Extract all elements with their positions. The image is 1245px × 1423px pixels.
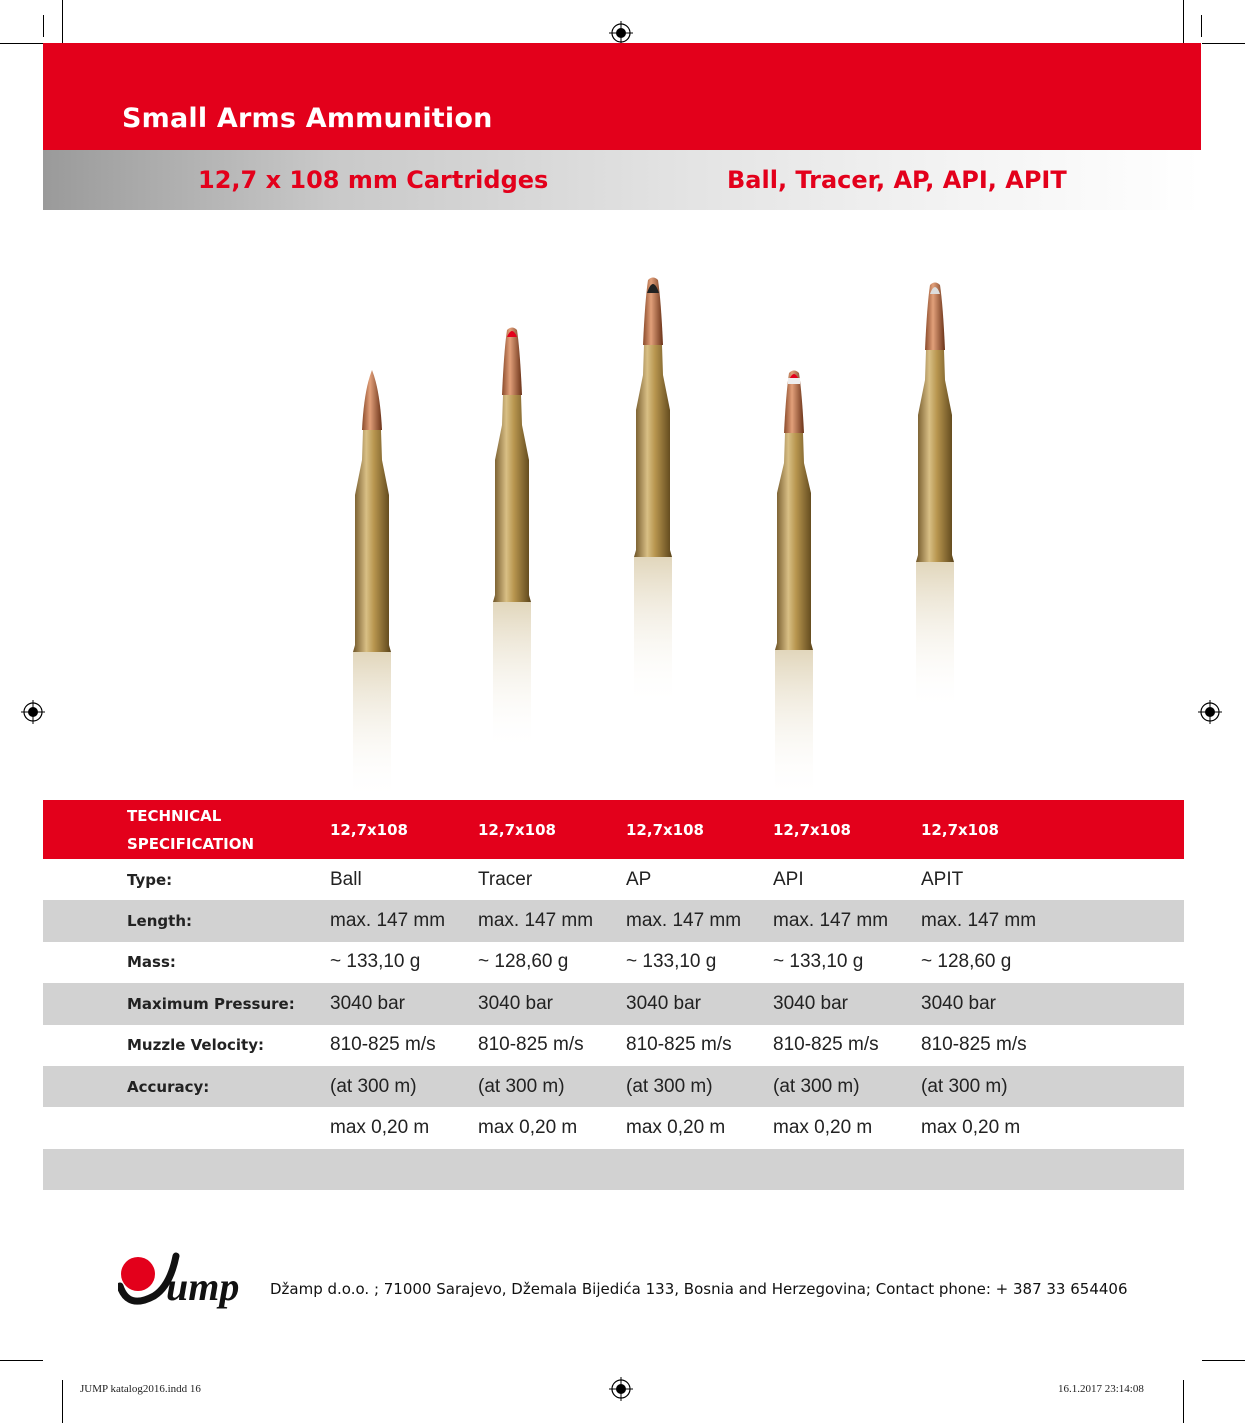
- jump-logo-icon: [118, 1248, 258, 1318]
- table-row-accuracy: [43, 1066, 1184, 1107]
- row-label: Muzzle Velocity:: [127, 1036, 264, 1055]
- row-label: Length:: [127, 912, 192, 931]
- table-cell: 810-825 m/s: [478, 1034, 584, 1056]
- crop-mark: [62, 0, 63, 43]
- cartridge-api: [775, 371, 813, 801]
- table-cell: AP: [626, 868, 652, 890]
- crop-mark: [62, 1380, 63, 1423]
- cartridge-ball: [353, 370, 391, 800]
- cartridge-ap: [634, 278, 672, 708]
- table-cell: max. 147 mm: [626, 910, 742, 932]
- row-label: Type:: [127, 870, 173, 889]
- spec-table: [43, 800, 1184, 1190]
- cartridges-photo: [300, 260, 980, 800]
- table-cell: max 0,20 m: [626, 1117, 726, 1139]
- table-cell: max 0,20 m: [921, 1117, 1021, 1139]
- table-cell: max. 147 mm: [478, 910, 594, 932]
- column-header: 12,7x108: [626, 820, 704, 839]
- table-row-type: [43, 859, 1184, 900]
- table-cell: 810-825 m/s: [626, 1034, 732, 1056]
- table-cell: max 0,20 m: [773, 1117, 873, 1139]
- cartridge-apit: [916, 283, 954, 713]
- registration-mark-icon: [1198, 700, 1222, 724]
- table-row-accuracy-value: [43, 1107, 1184, 1148]
- table-row-empty: [43, 1149, 1184, 1190]
- crop-mark: [1202, 43, 1245, 44]
- table-cell: (at 300 m): [478, 1075, 565, 1097]
- table-header-label: TECHNICAL SPECIFICATION: [127, 806, 255, 853]
- table-row-pressure: [43, 983, 1184, 1024]
- variant-list: Ball, Tracer, AP, API, APIT: [727, 166, 1067, 194]
- cartridge-tracer: [493, 328, 531, 753]
- table-cell: 3040 bar: [773, 992, 849, 1014]
- table-cell: API: [773, 868, 804, 890]
- crop-mark: [0, 1360, 43, 1361]
- table-cell: 810-825 m/s: [773, 1034, 879, 1056]
- table-cell: max. 147 mm: [773, 910, 889, 932]
- table-cell: APIT: [921, 868, 964, 890]
- table-cell: 3040 bar: [330, 992, 406, 1014]
- column-header: 12,7x108: [330, 820, 408, 839]
- column-header: 12,7x108: [921, 820, 999, 839]
- table-cell: 810-825 m/s: [330, 1034, 436, 1056]
- table-cell: (at 300 m): [921, 1075, 1008, 1097]
- crop-mark: [1201, 15, 1202, 37]
- date-slug: 16.1.2017 23:14:08: [1058, 1383, 1144, 1395]
- file-slug: JUMP katalog2016.indd 16: [80, 1383, 201, 1395]
- table-cell: ~ 128,60 g: [478, 951, 569, 973]
- table-cell: (at 300 m): [626, 1075, 713, 1097]
- table-cell: max 0,20 m: [478, 1117, 578, 1139]
- crop-mark: [1183, 1380, 1184, 1423]
- row-label: Maximum Pressure:: [127, 994, 295, 1013]
- table-cell: Ball: [330, 868, 362, 890]
- product-name: 12,7 x 108 mm Cartridges: [198, 166, 549, 194]
- table-row-velocity: [43, 1025, 1184, 1066]
- row-label: Accuracy:: [127, 1077, 210, 1096]
- svg-text:ump: ump: [166, 1264, 240, 1309]
- registration-mark-icon: [609, 21, 633, 45]
- table-cell: 3040 bar: [478, 992, 554, 1014]
- table-header-row: [43, 800, 1184, 859]
- table-cell: max 0,20 m: [330, 1117, 430, 1139]
- crop-mark: [1202, 1360, 1245, 1361]
- table-cell: 3040 bar: [626, 992, 702, 1014]
- registration-mark-icon: [609, 1377, 633, 1401]
- crop-mark: [43, 15, 44, 37]
- row-label: Mass:: [127, 953, 176, 972]
- table-cell: (at 300 m): [330, 1075, 417, 1097]
- table-cell: 3040 bar: [921, 992, 997, 1014]
- table-cell: max. 147 mm: [921, 910, 1037, 932]
- crop-mark: [0, 43, 43, 44]
- registration-mark-icon: [21, 700, 45, 724]
- table-row-mass: [43, 942, 1184, 983]
- table-cell: ~ 128,60 g: [921, 951, 1012, 973]
- table-cell: 810-825 m/s: [921, 1034, 1027, 1056]
- table-cell: max. 147 mm: [330, 910, 446, 932]
- crop-mark: [1183, 0, 1184, 43]
- page-title: Small Arms Ammunition: [122, 103, 493, 134]
- table-row-length: [43, 900, 1184, 941]
- column-header: 12,7x108: [773, 820, 851, 839]
- table-cell: ~ 133,10 g: [626, 951, 717, 973]
- table-cell: Tracer: [478, 868, 533, 890]
- table-cell: (at 300 m): [773, 1075, 860, 1097]
- table-cell: ~ 133,10 g: [330, 951, 421, 973]
- contact-info: Džamp d.o.o. ; 71000 Sarajevo, Džemala Bijedića 133, Bosnia and Herzegovina; Contact phone: + 387 33 654406: [270, 1280, 1128, 1298]
- column-header: 12,7x108: [478, 820, 556, 839]
- table-cell: ~ 133,10 g: [773, 951, 864, 973]
